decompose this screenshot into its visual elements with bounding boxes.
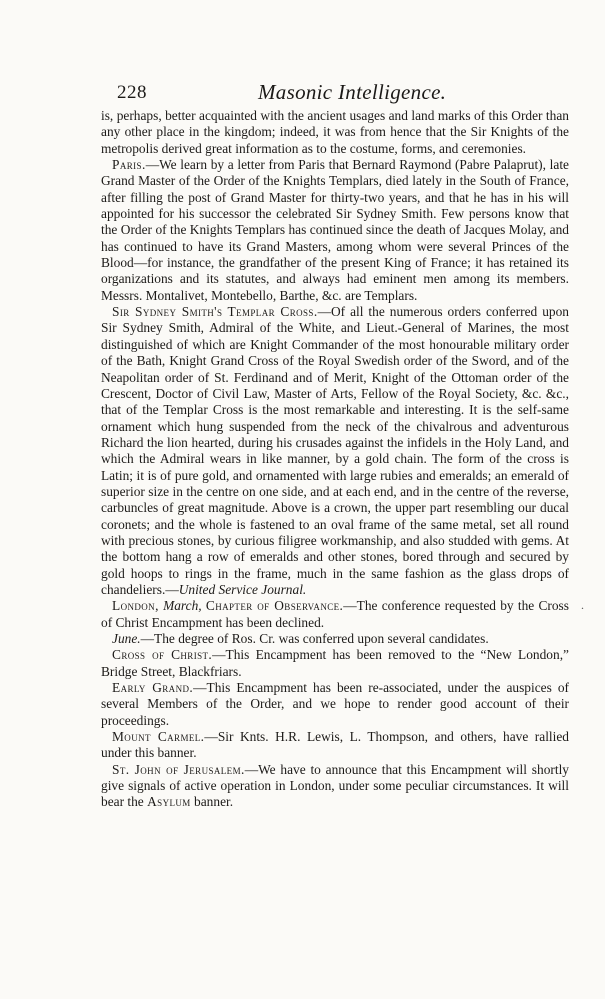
text-run: is, perhaps, better acquainted with the ancient usages and land marks of this Order than any other place in the kingdom; indeed, it was from hence that the Sir Knights of the metropolis derived great information as to the costume, forms, and ceremonies.: [101, 108, 569, 156]
page-number: 228: [117, 82, 147, 103]
text-run: —Sir Knts. H.R. Lewis, L. Thompson, and others, have rallied under this banner.: [101, 729, 570, 761]
text-run: Asylum: [147, 794, 191, 810]
page-header: [0, 78, 605, 108]
text-run: London,: [112, 598, 159, 614]
paragraph-p0: [101, 108, 569, 157]
article-body: [101, 108, 569, 811]
paragraph-p6: [101, 680, 569, 729]
text-run: —Of all the numerous orders conferred upon Sir Sydney Smith, Admiral of the White, and Lieut.-General of Marines, the most distinguished of which are Knight Commander of the most honourable military order of the Bath, Knight Grand Cross of the Royal Swedish order of the Sword, and of the Neapolitan order of St. Ferdinand and of Merit, Knight of the Ottoman order of the Crescent, Doctor of Civil Law, Master of Arts, Fellow of the Royal Society, &c. &c., that of the Templar Cross is the most remarkable and interesting. It is the self-same ornament which hung suspended from the neck of the chivalrous and adventurous Richard the lion hearted, during his crusades against the infidels in the Holy Land, and which the Admiral wears in like manner, by a gold chain. The form of the cross is Latin; it is of pure gold, and ornamented with large rubies and emeralds; an emerald of superior size in the centre on one side, and at each end, and in the centre of the reverse, carbuncles of great magnitude. Above is a crown, the upper part resembling our ducal coronets; and the whole is fastened to an oval frame of the same metal, set all round with precious stones, by curious filigree workmanship, and also studded with gems. At the bottom hang a row of emeralds and other stones, bored through and secured by gold hoops to rings in the frame, much in the same fashion as the glass drops of chandeliers.—: [101, 304, 570, 597]
text-run: St. John of Jerusalem.: [112, 761, 245, 777]
text-run: United Service Journal.: [178, 581, 307, 597]
text-run: —The conference requested by the Cross of Christ Encampment has been declined.: [101, 598, 569, 630]
text-run: —We learn by a letter from Paris that Bernard Raymond (Pabre Palaprut), late Grand Master of the Order of the Knights Templars, died lately in the South of France, after filling the post of Grand Master for thirty-two years, and that he has in his will appointed for his successor the celebrated Sir Sydney Smith. Few persons know that the Order of the Knights Templars has continued since the death of Jacques Molay, and has continued to have its Grand Masters, among whom were several Princes of the Blood—for instance, the grandfather of the present King of France; it has retained its organizations and its statutes, and always had eminent men among its members. Messrs. Montalivet, Montebello, Barthe, &c. are Templars.: [101, 157, 569, 303]
paragraph-p1: [101, 157, 569, 304]
text-run: Paris.: [112, 157, 146, 173]
paragraph-p3: [101, 598, 569, 631]
paragraph-p7: [101, 729, 569, 762]
paragraph-p5: [101, 647, 569, 680]
text-run: Chapter of Observance.: [205, 598, 344, 614]
text-run: June.: [112, 631, 141, 646]
text-run: Mount Carmel.: [112, 729, 205, 745]
text-run: Cross of Christ.: [112, 647, 213, 663]
text-run: —The degree of Ros. Cr. was conferred upon several candidates.: [140, 631, 489, 646]
text-run: Sir Sydney Smith's Templar Cross.: [112, 304, 318, 320]
text-run: Early Grand.: [112, 680, 194, 696]
paragraph-p2: [101, 304, 569, 598]
paragraph-p4: [101, 631, 569, 647]
running-head: Masonic Intelligence.: [258, 80, 447, 104]
margin-mark: .: [581, 598, 584, 612]
text-run: March,: [163, 598, 202, 614]
text-run: —This Encampment has been re-associated, under the auspices of several Members of the Order, and we hope to render good account of their proceedings.: [101, 680, 569, 728]
text-run: —This Encampment has been removed to the “New London,” Bridge Street, Blackfriars.: [101, 647, 569, 679]
text-run: banner.: [190, 794, 234, 810]
text-run: —We have to announce that this Encampment will shortly give signals of active operation in London, under some peculiar circumstances. It will bear the: [101, 761, 569, 810]
paragraph-p8: [101, 762, 569, 811]
